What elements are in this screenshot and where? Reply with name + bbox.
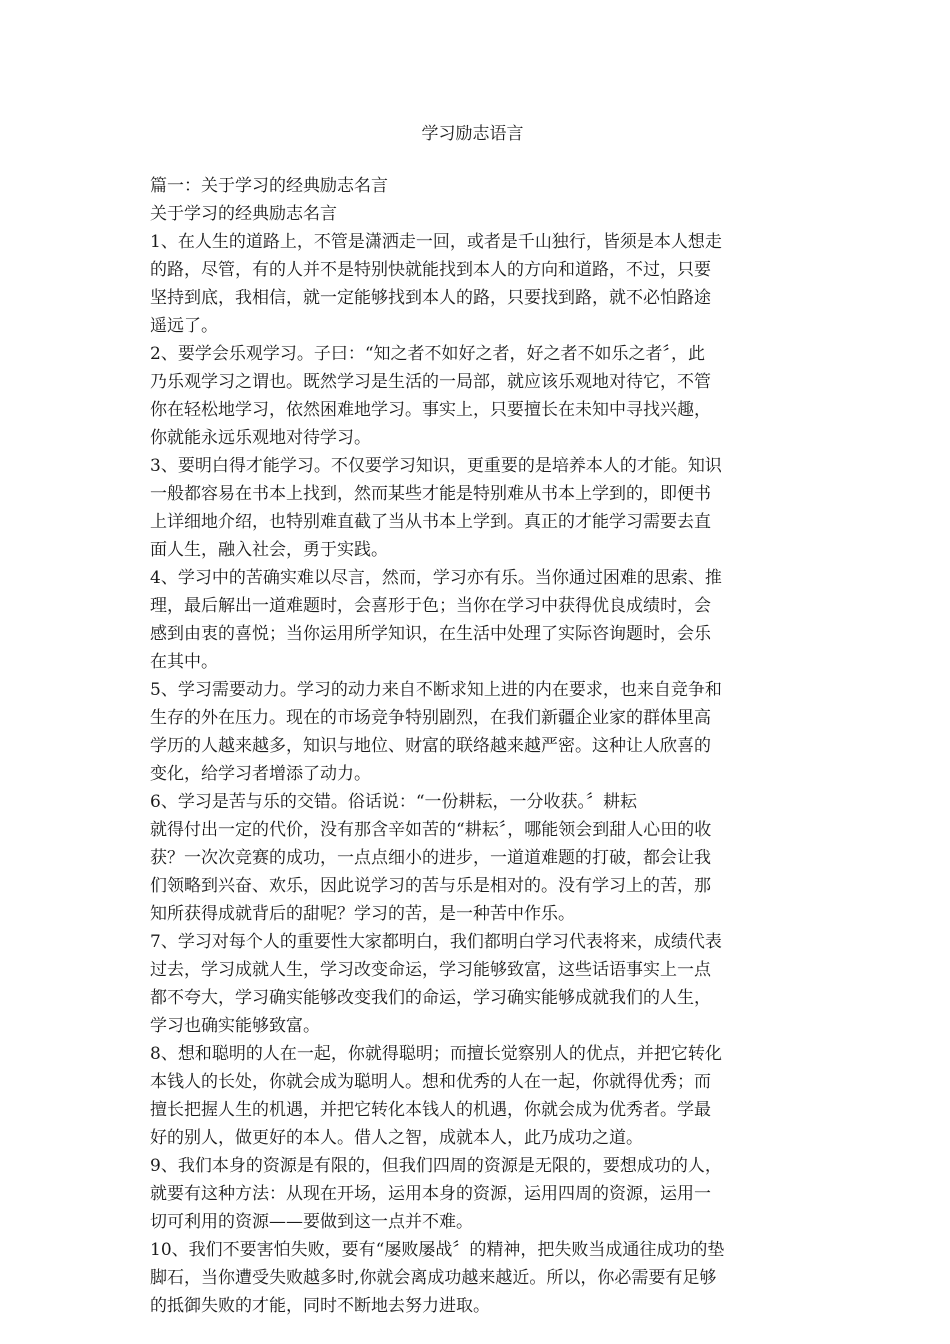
- paragraph-line: 你就能永远乐观地对待学习。: [150, 428, 371, 448]
- paragraph-line: 5、学习需要动力。学习的动力来自不断求知上进的内在要求，也来自竞争和: [150, 680, 722, 700]
- paragraph-4: [150, 564, 795, 676]
- paragraph-3: [150, 452, 795, 564]
- paragraph-line: 10、我们不要害怕失败，要有“屡败屡战〞的精神，把失败当成通往成功的垫: [150, 1240, 725, 1260]
- paragraph-line: 1、在人生的道路上，不管是潇洒走一回，或者是千山独行，皆须是本人想走: [150, 232, 722, 252]
- paragraph-line: 本钱人的长处，你就会成为聪明人。想和优秀的人在一起，你就得优秀；而: [150, 1072, 711, 1092]
- paragraph-5: [150, 676, 795, 788]
- paragraph-line: 2、要学会乐观学习。子曰：“知之者不如好之者，好之者不如乐之者〞，此: [150, 344, 706, 364]
- paragraph-line: 就得付出一定的代价，没有那含辛如苦的“耕耘〞，哪能领会到甜人心田的收: [150, 820, 712, 840]
- paragraph-line: 感到由衷的喜悦；当你运用所学知识，在生活中处理了实际咨询题时，会乐: [150, 624, 711, 644]
- paragraph-line: 切可利用的资源——要做到这一点并不难。: [150, 1212, 473, 1232]
- paragraph-line: 学习也确实能够致富。: [150, 1016, 320, 1036]
- paragraph-line: 获？一次次竞赛的成功，一点点细小的进步，一道道难题的打破，都会让我: [150, 848, 711, 868]
- paragraph-line: 理，最后解出一道难题时，会喜形于色；当你在学习中获得优良成绩时，会: [150, 596, 711, 616]
- sub-heading: 关于学习的经典励志名言: [150, 204, 337, 224]
- paragraph-line: 的路，尽管，有的人并不是特别快就能找到本人的方向和道路，不过，只要: [150, 260, 711, 280]
- document-title: 学习励志语言: [421, 124, 524, 144]
- paragraph-6: [150, 788, 795, 928]
- paragraph-line: 在其中。: [150, 652, 218, 672]
- section-heading: 篇一：关于学习的经典励志名言: [150, 176, 388, 196]
- paragraph-line: 擅长把握人生的机遇，并把它转化本钱人的机遇，你就会成为优秀者。学最: [150, 1100, 711, 1120]
- paragraph-line: 们领略到兴奋、欢乐，因此说学习的苦与乐是相对的。没有学习上的苦，那: [150, 876, 711, 896]
- paragraph-line: 坚持到底，我相信，就一定能够找到本人的路，只要找到路，就不必怕路途: [150, 288, 711, 308]
- paragraph-line: 面人生，融入社会，勇于实践。: [150, 540, 388, 560]
- paragraph-line: 学历的人越来越多，知识与地位、财富的联络越来越严密。这种让人欣喜的: [150, 736, 711, 756]
- paragraph-line: 9、我们本身的资源是有限的，但我们四周的资源是无限的，要想成功的人，: [150, 1156, 722, 1176]
- paragraph-line: 生存的外在压力。现在的市场竞争特别剧烈，在我们新疆企业家的群体里高: [150, 708, 711, 728]
- paragraph-10: [150, 1236, 795, 1320]
- paragraph-2: [150, 340, 795, 452]
- paragraph-9: [150, 1152, 795, 1236]
- paragraph-line: 脚石，当你遭受失败越多时,你就会离成功越来越近。所以，你必需要有足够: [150, 1268, 717, 1288]
- paragraph-line: 知所获得成就背后的甜呢？学习的苦，是一种苦中作乐。: [150, 904, 575, 924]
- paragraph-line: 3、要明白得才能学习。不仅要学习知识，更重要的是培养本人的才能。知识: [150, 456, 722, 476]
- paragraph-line: 你在轻松地学习，依然困难地学习。事实上，只要擅长在未知中寻找兴趣，: [150, 400, 711, 420]
- paragraph-line: 4、学习中的苦确实难以尽言，然而，学习亦有乐。当你通过困难的思索、推: [150, 568, 722, 588]
- paragraph-line: 遥远了。: [150, 316, 218, 336]
- paragraph-line: 过去，学习成就人生，学习改变命运，学习能够致富，这些话语事实上一点: [150, 960, 711, 980]
- paragraph-line: 就要有这种方法：从现在开场，运用本身的资源，运用四周的资源，运用一: [150, 1184, 711, 1204]
- paragraph-1: [150, 228, 795, 340]
- paragraph-line: 乃乐观学习之谓也。既然学习是生活的一局部，就应该乐观地对待它，不管: [150, 372, 711, 392]
- paragraph-7: [150, 928, 795, 1040]
- paragraph-line: 6、学习是苦与乐的交错。俗话说：“一份耕耘，一分收获。〞耕耘: [150, 792, 638, 812]
- paragraph-list: [150, 228, 795, 1320]
- document-page: [150, 120, 795, 1320]
- paragraph-8: [150, 1040, 795, 1152]
- paragraph-line: 的抵御失败的才能，同时不断地去努力进取。: [150, 1296, 490, 1316]
- paragraph-line: 8、想和聪明的人在一起，你就得聪明；而擅长觉察别人的优点，并把它转化: [150, 1044, 722, 1064]
- paragraph-line: 好的别人，做更好的本人。借人之智，成就本人，此乃成功之道。: [150, 1128, 643, 1148]
- paragraph-line: 一般都容易在书本上找到，然而某些才能是特别难从书本上学到的，即便书: [150, 484, 711, 504]
- paragraph-line: 都不夸大，学习确实能够改变我们的命运，学习确实能够成就我们的人生，: [150, 988, 711, 1008]
- paragraph-line: 7、学习对每个人的重要性大家都明白，我们都明白学习代表将来，成绩代表: [150, 932, 722, 952]
- paragraph-line: 上详细地介绍，也特别难直截了当从书本上学到。真正的才能学习需要去直: [150, 512, 711, 532]
- paragraph-line: 变化，给学习者增添了动力。: [150, 764, 371, 784]
